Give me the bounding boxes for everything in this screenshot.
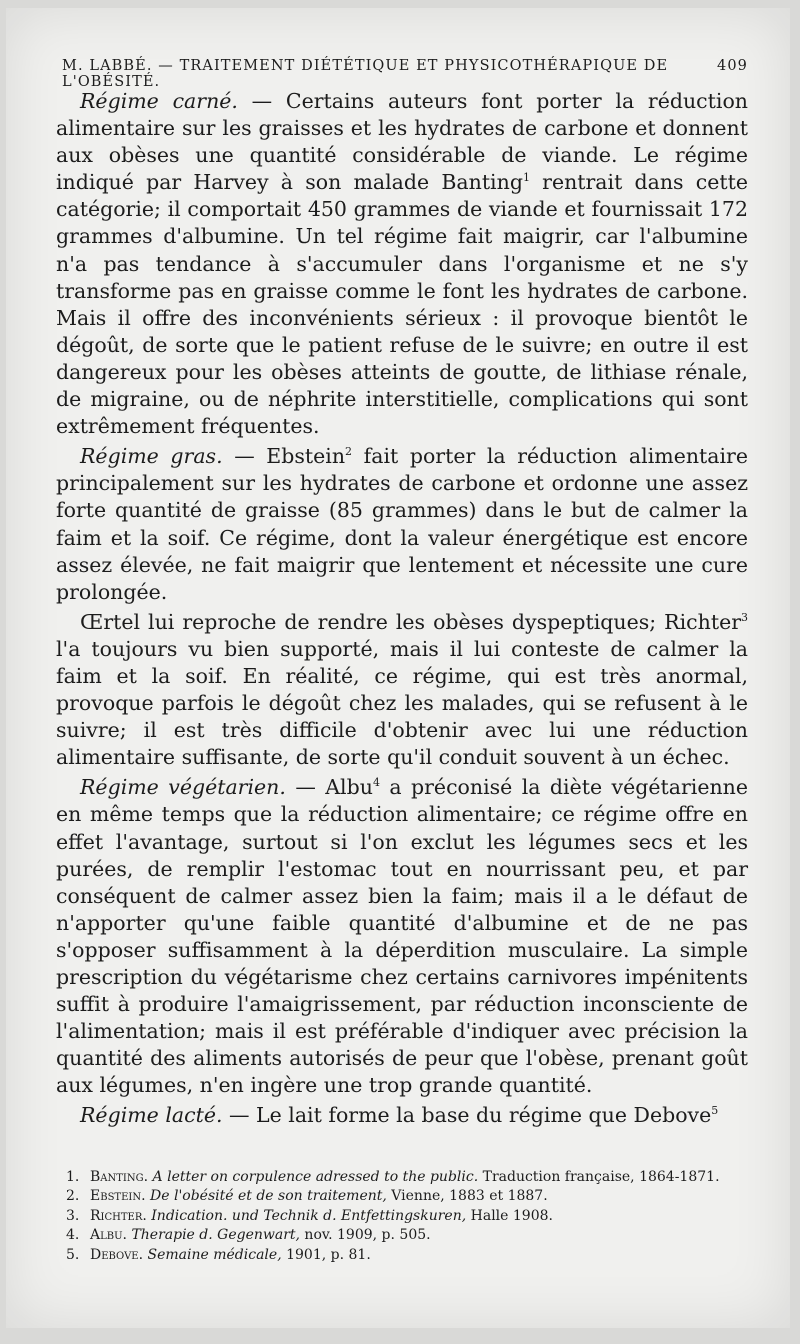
footnote-author: Albu. [90, 1227, 127, 1244]
footnote-number: 5. [66, 1246, 80, 1263]
paragraph-lead: Régime végétarien. [80, 775, 286, 800]
footnote-ref: 5 [711, 1104, 719, 1118]
footnote-ref: 1 [522, 171, 530, 185]
footnote [66, 1246, 726, 1265]
footnote [66, 1207, 726, 1226]
footnote-ref: 4 [372, 776, 380, 790]
paragraph-text-continued: fait porter la réduction alimentaire principalement sur les hydrates de carbone et ordonne une assez forte quantité de graisse (85 grammes) dans le but de calmer la faim et la soif. Ce régime, dont la valeur énergétique est encore assez élevée, ne fait maigrir que lentement et nécessite une cure prolongée. [56, 444, 748, 604]
paragraph-text: — Certains auteurs font porter la réduction alimentaire sur les graisses et les hydrates de carbone et donnent aux obèses une quantité considérable de viande. Le régime indiqué par Harvey à son malade Banting [56, 89, 748, 195]
paragraph-lead: Régime gras. [80, 444, 223, 469]
footnote [66, 1226, 726, 1245]
footnote [66, 1187, 726, 1206]
page-number: 409 [717, 58, 748, 74]
footnote [66, 1168, 726, 1187]
footnote-author: Ebstein. [90, 1188, 146, 1205]
paragraph-regime-vegetarien [56, 774, 748, 1099]
footnote-details: Traduction française, 1864-1871. [478, 1169, 720, 1185]
paragraph-lead: Régime carné. [80, 89, 238, 113]
footnote-details: 1901, p. 81. [281, 1246, 371, 1263]
paragraph-text: — Le lait forme la base du régime que Debove [222, 1103, 712, 1128]
footnotes [66, 1168, 726, 1265]
footnote-author: Richter. [90, 1207, 147, 1224]
paragraph-text-continued: a préconisé la diète végétarienne en même temps que la réduction alimentaire; ce régime offre en effet l'avantage, surtout si l'on exclut les légumes secs et les purées, de remplir l'estomac tout en nourrissant peu, et par conséquent de calmer assez bien la faim; mais il a le défaut de n'apporter qu'une faible quantité d'albumine et de ne pas s'opposer suffisamment à la déperdition musculaire. La simple prescription du végétarisme chez certains carnivores impénitents suffit à produire l'amaigrissement, par réduction inconsciente de l'alimentation; mais il est préférable d'indiquer avec précision la quantité des aliments autorisés de peur que l'obèse, prenant goût aux légumes, n'en ingère une trop grande quantité. [56, 775, 748, 1098]
paragraph-lead: Régime lacté. [80, 1103, 223, 1128]
paragraph-regime-lacte [56, 1102, 748, 1129]
paragraph-text: — Albu [285, 775, 373, 800]
footnote-author: Banting. [90, 1169, 149, 1185]
footnote-number: 1. [66, 1169, 80, 1185]
book-page [6, 8, 790, 1328]
paragraph-text: — Ebstein [222, 444, 346, 469]
footnote-ref: 2 [345, 445, 353, 459]
footnote-title: Semaine médicale, [147, 1246, 282, 1263]
footnote-author: Debove. [90, 1246, 144, 1263]
paragraph-text-continued: rentrait dans cette catégorie; il comportait 450 grammes de viande et fournissait 172 grammes d'albumine. Un tel régime fait maigrir, car l'albumine n'a pas tendance à s'accumuler dans l'organisme et ne s'y transforme pas en graisse comme le font les hydrates de carbone. Mais il offre des inconvénients sérieux : il provoque bientôt le dégoût, de sorte que le patient refuse de le suivre; en outre il est dangereux pour les obèses atteints de goutte, de lithiase rénale, de migraine, ou de néphrite interstitielle, complications qui sont extrêmement fréquentes. [56, 170, 748, 439]
footnote-title: A letter on corpulence adressed to the public. [152, 1169, 479, 1185]
paragraph-text-continued: l'a toujours vu bien supporté, mais il lui conteste de calmer la faim et la soif. En réalité, ce régime, qui est très anormal, provoque parfois le dégoût chez les malades, qui se refusent à le suivre; il est très difficile d'obtenir avec lui une réduction alimentaire suffisante, de sorte qu'il conduit souvent à un échec. [56, 636, 748, 770]
paragraph-regime-gras [56, 443, 748, 606]
footnote-details: nov. 1909, p. 505. [299, 1227, 431, 1244]
footnote-number: 2. [66, 1188, 80, 1205]
footnote-details: Halle 1908. [466, 1207, 553, 1224]
footnote-details: Vienne, 1883 et 1887. [386, 1188, 548, 1205]
paragraph-regime-carne [56, 88, 748, 440]
footnote-number: 3. [66, 1207, 80, 1224]
body-text [56, 88, 748, 1130]
running-header [62, 58, 748, 90]
footnote-title: Indication. und Technik d. Entfettingskuren, [151, 1207, 467, 1224]
footnote-ref: 3 [741, 610, 748, 624]
running-title: M. LABBÉ. — TRAITEMENT DIÉTÉTIQUE ET PHYSICOTHÉRAPIQUE DE L'OBÉSITÉ. [62, 58, 669, 90]
paragraph-oertel [56, 609, 748, 772]
paragraph-text: Œrtel lui reproche de rendre les obèses dyspeptiques; Richter [80, 609, 741, 634]
footnote-title: Therapie d. Gegenwart, [131, 1227, 300, 1244]
footnote-number: 4. [66, 1227, 80, 1244]
footnote-title: De l'obésité et de son traitement, [150, 1188, 387, 1205]
